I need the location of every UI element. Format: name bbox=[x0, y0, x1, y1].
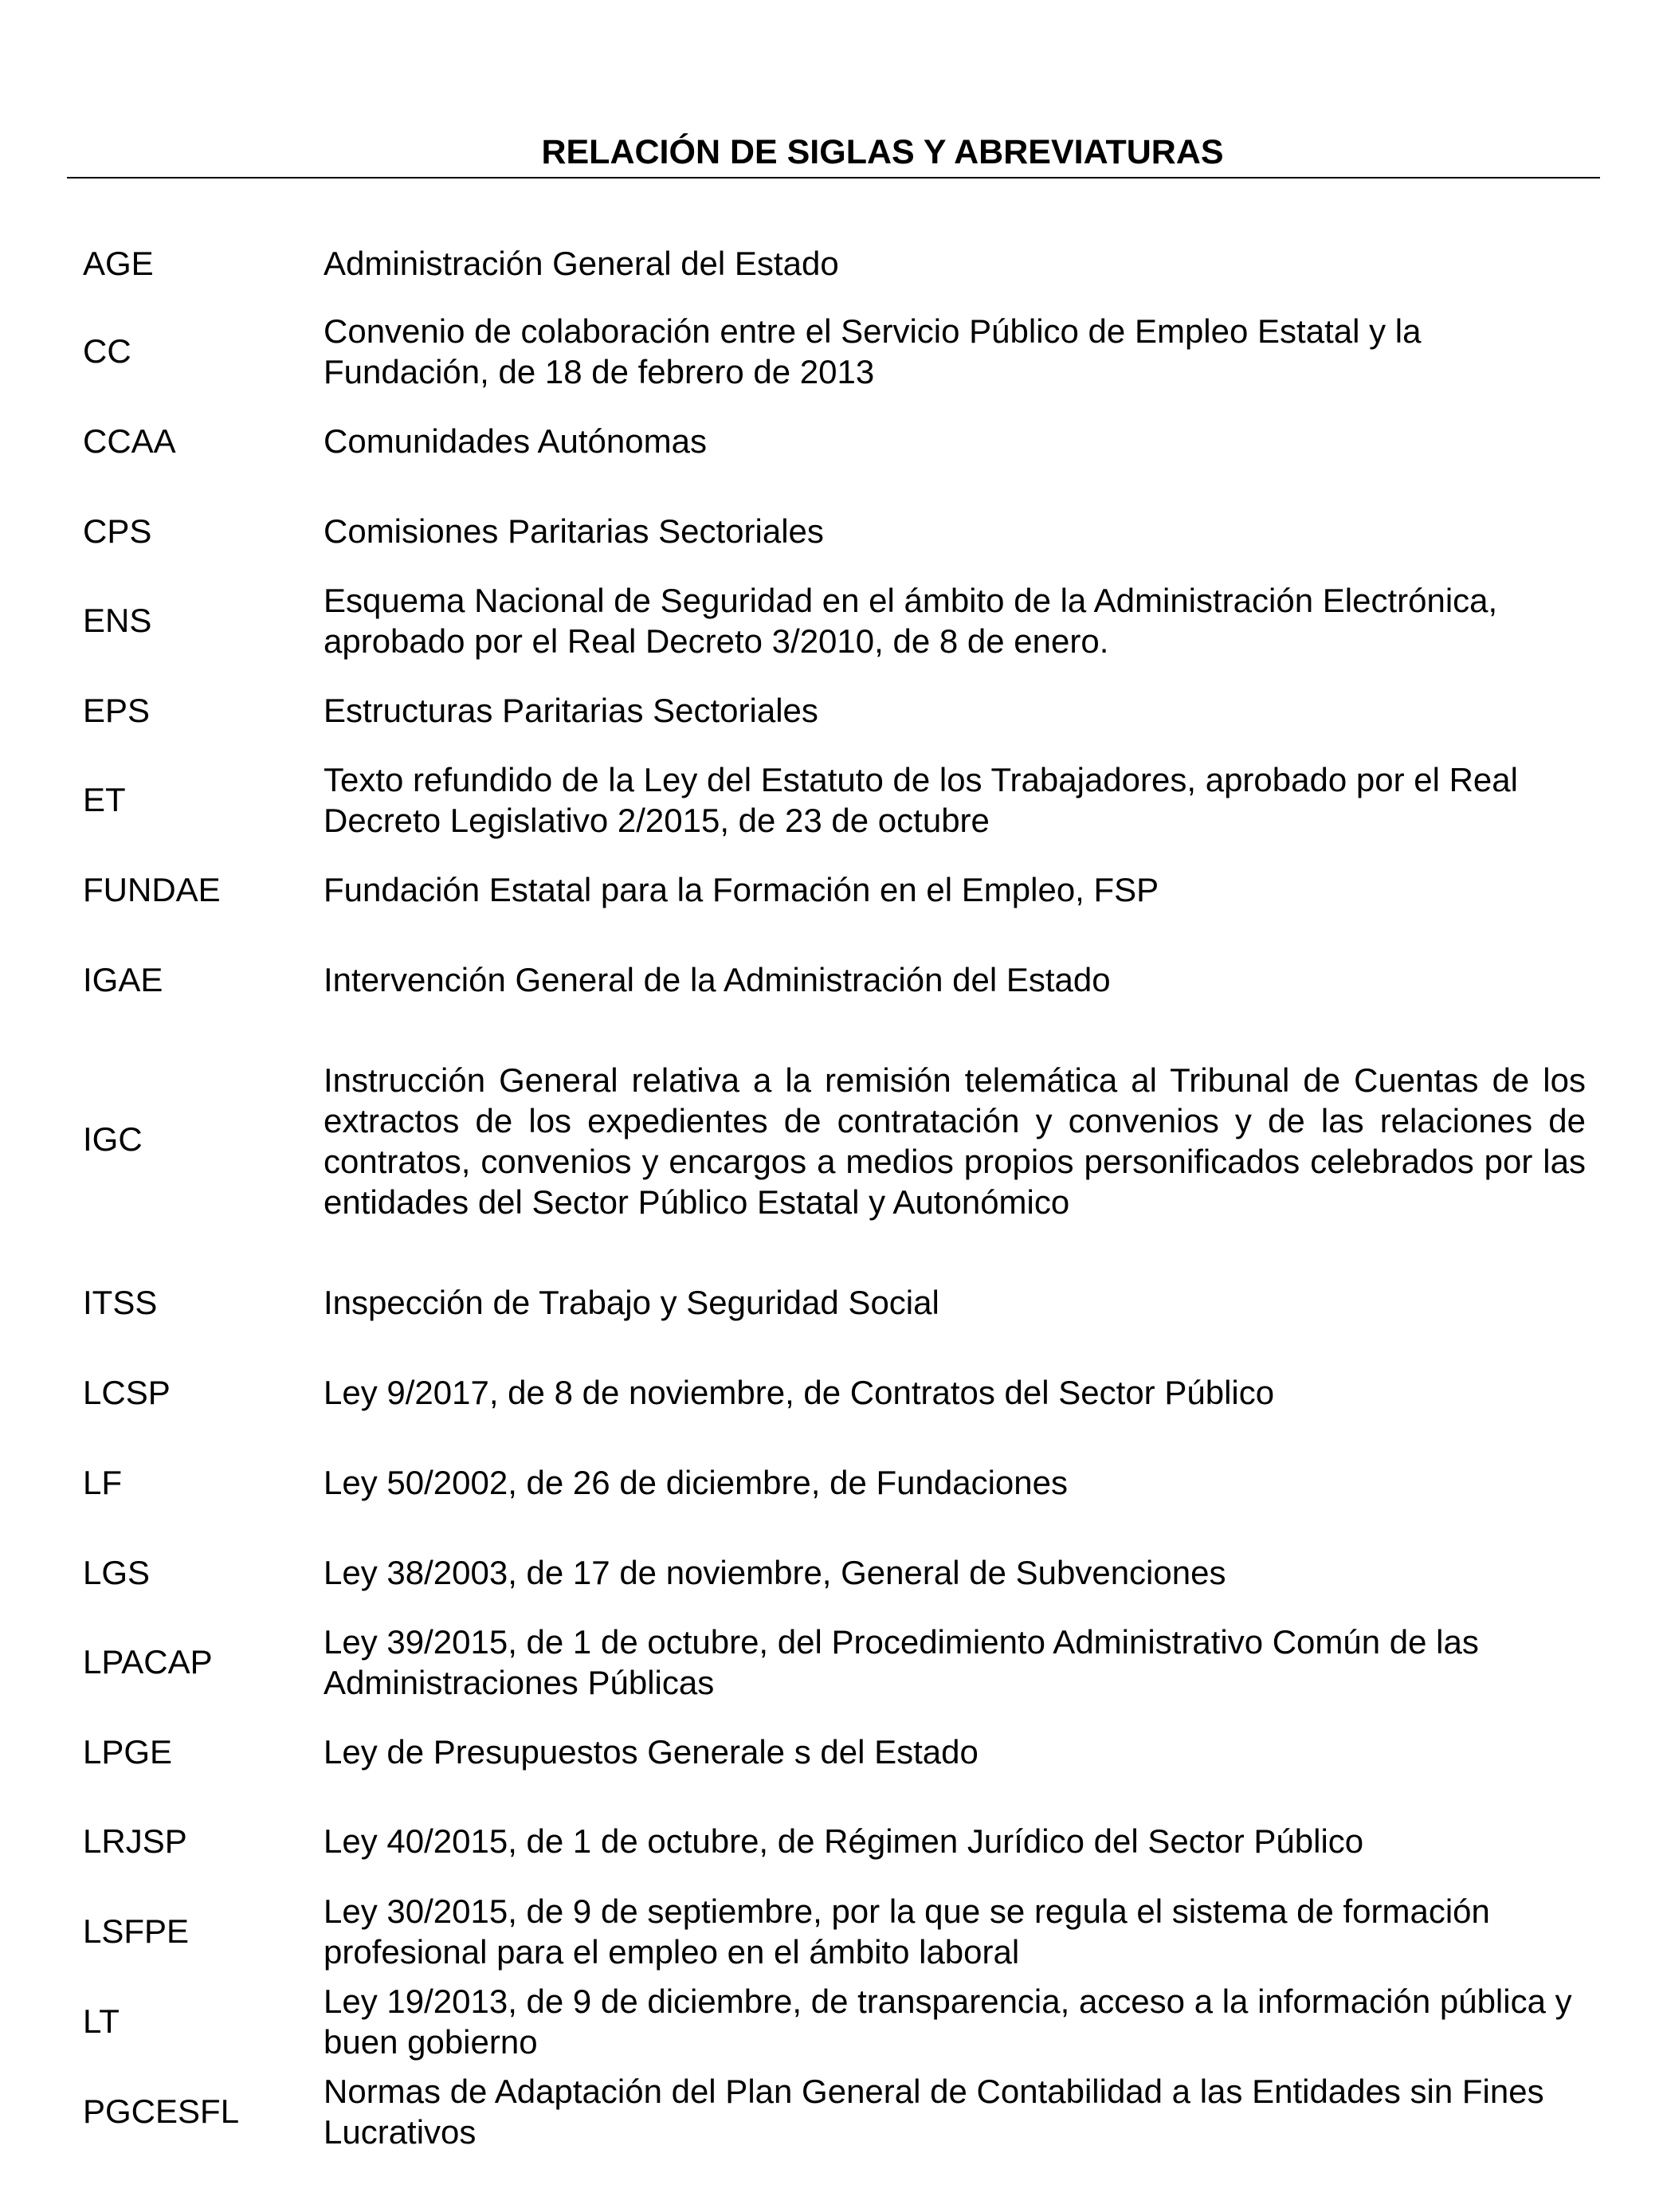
entry-definition: Estructuras Paritarias Sectoriales bbox=[324, 692, 818, 729]
entry-definition: Convenio de colaboración entre el Servicio Público de Empleo Estatal y la Fundación, de 18 de febrero de 2013 bbox=[324, 312, 1422, 390]
entry-abbr: LSFPE bbox=[83, 1912, 190, 1950]
entry-definition: Esquema Nacional de Seguridad en el ámbito de la Administración Electrónica, aprobado por el Real Decreto 3/2010, de 8 de enero. bbox=[324, 582, 1498, 660]
entry-definition: Ley 38/2003, de 17 de noviembre, General de Subvenciones bbox=[324, 1554, 1226, 1591]
entry-definition: Instrucción General relativa a la remisión telemática al Tribunal de Cuentas de los extractos de los expedientes de contratación y convenios y de las relaciones de contratos, convenios y encargos a medios propios personificados celebrados por las entidades del Sector Público Estatal y Autonómico bbox=[324, 1061, 1586, 1221]
entry-definition: Ley de Presupuestos Generale s del Estado bbox=[324, 1733, 979, 1771]
entry-abbr: LF bbox=[83, 1464, 123, 1501]
entry-abbr: PGCESFL bbox=[83, 2092, 240, 2130]
entry-abbr: LRJSP bbox=[83, 1822, 187, 1860]
entry-definition: Ley 30/2015, de 9 de septiembre, por la que se regula el sistema de formación profesional para el empleo en el ámbito laboral bbox=[324, 1892, 1490, 1971]
entry-definition: Normas de Adaptación del Plan General de Contabilidad a las Entidades sin Fines Lucrativos bbox=[324, 2073, 1544, 2151]
entry-definition: Ley 40/2015, de 1 de octubre, de Régimen Jurídico del Sector Público bbox=[324, 1822, 1364, 1860]
entry-abbr: LPGE bbox=[83, 1733, 173, 1771]
entry-abbr: EPS bbox=[83, 692, 151, 729]
title-divider bbox=[67, 177, 1600, 178]
entry-definition: Inspección de Trabajo y Seguridad Social bbox=[324, 1284, 939, 1321]
entry-abbr: LPACAP bbox=[83, 1643, 213, 1681]
entry-abbr: IGAE bbox=[83, 961, 163, 998]
entry-definition: Ley 9/2017, de 8 de noviembre, de Contratos del Sector Público bbox=[324, 1374, 1275, 1411]
entry-abbr: FUNDAE bbox=[83, 871, 221, 908]
entry-abbr: LGS bbox=[83, 1554, 151, 1591]
entry-abbr: CC bbox=[83, 332, 131, 370]
entry-definition: Comisiones Paritarias Sectoriales bbox=[324, 512, 824, 550]
entry-abbr: CPS bbox=[83, 512, 152, 550]
entry-definition: Intervención General de la Administración del Estado bbox=[324, 961, 1111, 998]
entry-abbr: LCSP bbox=[83, 1374, 171, 1411]
entry-abbr: CCAA bbox=[83, 422, 176, 460]
entry-definition: Comunidades Autónomas bbox=[324, 422, 707, 460]
entry-abbr: AGE bbox=[83, 245, 154, 282]
entry-abbr: ENS bbox=[83, 602, 152, 639]
entry-abbr: ITSS bbox=[83, 1284, 158, 1321]
entry-definition: Ley 19/2013, de 9 de diciembre, de transparencia, acceso a la información pública y buen gobierno bbox=[324, 1983, 1572, 2061]
entry-abbr: ET bbox=[83, 781, 126, 818]
page-title: RELACIÓN DE SIGLAS Y ABREVIATURAS bbox=[541, 133, 1224, 171]
entry-definition: Ley 50/2002, de 26 de diciembre, de Fundaciones bbox=[324, 1464, 1068, 1501]
entry-abbr: IGC bbox=[83, 1120, 143, 1158]
entry-abbr: LT bbox=[83, 2002, 120, 2040]
entry-definition: Ley 39/2015, de 1 de octubre, del Procedimiento Administrativo Común de las Administraciones Públicas bbox=[324, 1623, 1479, 1701]
entry-definition: Texto refundido de la Ley del Estatuto de los Trabajadores, aprobado por el Real Decreto Legislativo 2/2015, de 23 de octubre bbox=[324, 761, 1518, 839]
entry-definition: Fundación Estatal para la Formación en el Empleo, FSP bbox=[324, 871, 1159, 908]
entry-definition: Administración General del Estado bbox=[324, 245, 839, 282]
